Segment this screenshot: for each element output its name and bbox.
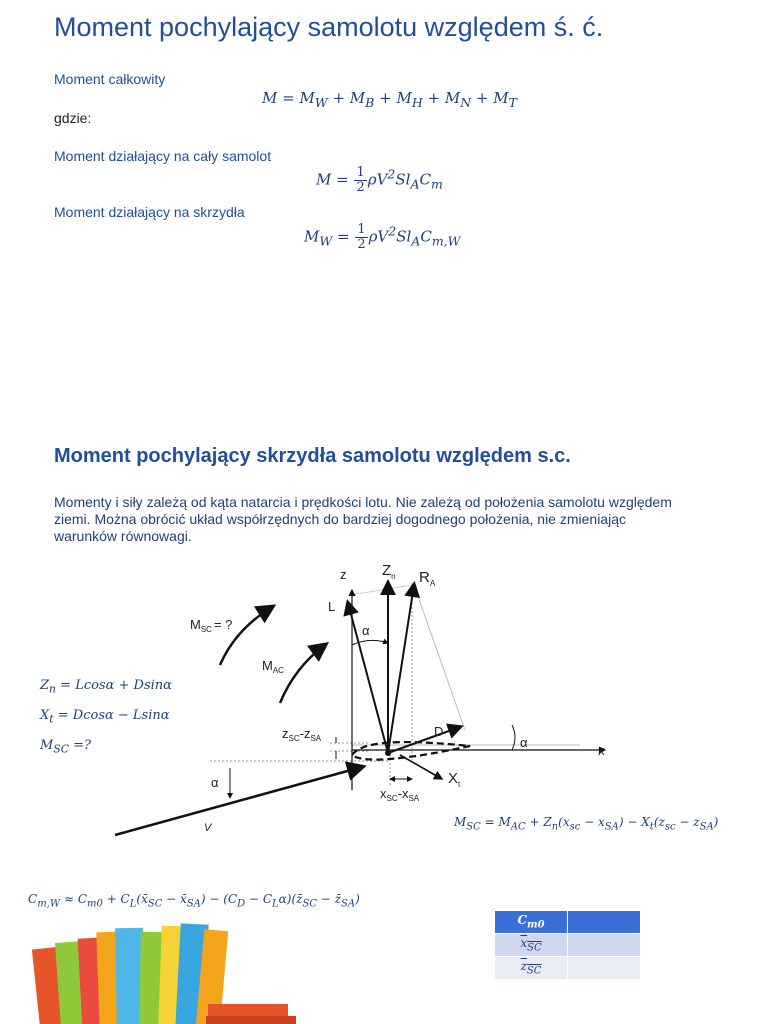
wing-moment-formula: $M_W$ = $\frac{1}{2}$ $\rho V^2Sl_AC_{m,W}$ [304,222,461,252]
table-row [495,911,641,934]
plane-moment-formula: M = $\frac{1}{2}$ $\rho V^2Sl_AC_m$ [316,165,443,195]
airfoil-force-diagram [100,555,640,845]
label-alpha-top: α [362,623,370,638]
label-l: L [328,599,336,614]
label-zsc-zsa: $z_{SC}-z_{SA}$ [282,726,322,743]
books-illustration [28,918,308,1024]
total-moment-label: Moment całkowity [54,71,166,87]
wing-moment-label: Moment działający na skrzydła [54,204,245,220]
label-msc: $M_{SC}$ = ? [190,617,233,634]
table-cell-xsc-label: $x_{SC}$ [495,934,568,957]
table-row [495,934,641,957]
mac-moment-arc [280,645,325,703]
ra-force-arrow [388,585,414,753]
label-mac: $M_{AC}$ [262,658,284,675]
eq-cm-w: $C_{m,W} \approx C_{m0}$ + $C_L(x̄_{SC}$ − $x̄_{SA}) - (C_D$ − $C_L\alpha)(z̄_{SC}$ − $z̄_{SA}$) [28,892,360,910]
label-xsc-xsa: $x_{SC}-x_{SA}$ [380,786,420,803]
slide1-title: Moment pochylający samolotu względem ś. ć. [54,12,604,42]
total-moment-formula: $M = M_W + M_B + M_H + M_N + M_T$ [262,89,517,110]
label-d: D [434,724,444,739]
alpha-arc-right [512,725,515,750]
velocity-arrow [115,767,362,835]
table-cell-cm0-value[interactable] [568,911,641,934]
msc-moment-arc [220,607,272,665]
slide2-paragraph: Momenty i siły zależą od kąta natarcia i prędkości lotu. Nie zależą od położenia samolotu względem ziemi. Można obrócić układ współrzędnych do bardziej dogodnego położenia, nie zmieniając warunków równowagi. [54,494,672,544]
coefficient-table [494,910,641,980]
eq-xt: $X_t = Dcos\alpha - Lsin\alpha$ [40,708,170,726]
label-v: V [204,822,212,834]
table-row [495,957,641,980]
label-z: z [340,567,347,582]
table-cell-cm0-label: $C_{m0}$ [495,911,568,934]
table-cell-zsc-value[interactable] [568,957,641,980]
xt-force-arrow [400,755,442,779]
eq-msc: $M_{SC}$ =? [40,738,92,756]
slide2-title: Moment pochylający skrzydła samolotu względem s.c. [54,445,571,467]
label-alpha-right: α [520,735,528,750]
label-alpha-left: α [211,775,219,790]
drag-arrow [388,727,460,753]
plane-moment-label: Moment działający na cały samolot [54,148,272,164]
where-label: gdzie: [54,110,92,126]
label-x: x [598,743,605,758]
table-cell-zsc-label: $z_{SC}$ [495,957,568,980]
label-ra: $R_A$ [419,569,436,588]
table-cell-xsc-value[interactable] [568,934,641,957]
eq-msc-full: $M_{SC} = M_{AC} + Z_n(x_{sc} - x_{SA}) - X_t(z_{sc} - z_{SA})$ [454,815,719,833]
label-zn: $Z_n$ [382,562,396,581]
eq-zn: $Z_n = Lcos\alpha + Dsin\alpha$ [40,678,172,696]
label-xt: $X_t$ [448,770,461,789]
